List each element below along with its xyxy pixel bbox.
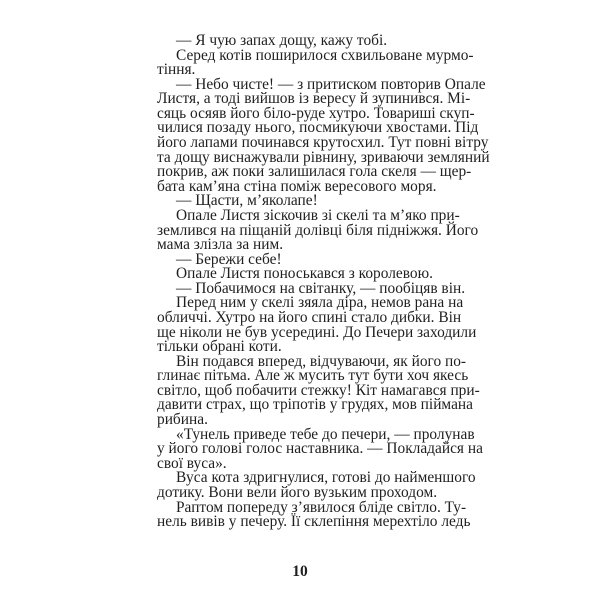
text-line: світло, щоб побачити стежку! Кіт намагався при- (157, 381, 480, 399)
page-body-text (157, 32, 490, 531)
text-line: у його голові голос наставника. — Покладайся на (157, 440, 483, 458)
text-line: нель вивів у печеру. Її склепіння мерехтіло ледь (157, 513, 471, 531)
text-line: Опале Листя поноськався з королевою. (176, 265, 433, 283)
text-line: Він подався вперед, відчуваючи, як його по- (176, 352, 467, 370)
text-line: його лапами починався крутосхил. Тут повні вітру (157, 134, 489, 152)
text-line: глинає пітьма. Але ж мусить тут бути хоч якесь (157, 367, 469, 385)
text-line: дотику. Вони вели його вузьким проходом. (157, 483, 438, 501)
page-number: 10 (292, 563, 308, 580)
text-line: сяць осяяв його біло-руде хутро. Товариші скуп- (157, 104, 475, 122)
text-line: — Небо чисте! — з притиском повторив Опале (176, 75, 486, 93)
text-line: та дощу виснажували рівнину, зриваючи земляний (157, 148, 490, 166)
text-line: давити страх, що тріпотів у грудях, мов піймана (157, 396, 473, 414)
text-line: — Щасти, м’яколапе! (176, 192, 318, 210)
text-line: — Бережи себе! (176, 250, 282, 268)
text-line: обличчі. Хутро на його спині стало дибки. Він (157, 308, 462, 326)
text-line: — Я чую запах дощу, кажу тобі. (176, 32, 388, 49)
text-line: ще ніколи не був усередині. До Печери заходили (157, 323, 477, 341)
text-line: покрив, аж поки залишилася гола скеля — щер- (157, 163, 472, 181)
text-line: свої вуса». (157, 454, 227, 472)
text-line: «Тунель приведе тебе до печери, — пролунав (176, 425, 475, 443)
text-line: бата кам’яна стіна поміж вересового моря. (157, 177, 437, 195)
text-line: Листя, а тоді вийшов із вересу й зупинився. Мі- (157, 90, 471, 108)
text-line: чилися позаду нього, посмикуючи хвостами. Під (157, 119, 479, 137)
text-line: Опале Листя зіскочив зі скелі та м’яко при- (176, 206, 460, 224)
text-line: тільки обрані коти. (157, 338, 282, 356)
text-line: Вуса кота здригнулися, готові до найменшого (176, 469, 476, 487)
text-line: — Побачимося на світанку, — пообіцяв він. (176, 279, 466, 297)
text-line: тіння. (157, 61, 196, 79)
text-line: Серед котів поширилося схвильоване мурмо- (176, 46, 474, 64)
text-line: рибина. (157, 411, 208, 429)
text-line: Перед ним у скелі зяяла діра, немов рана на (176, 294, 464, 312)
text-line: землився на піщаній долівці біля підніжжя. Його (157, 221, 479, 239)
text-line: Раптом попереду з’явилося бліде світло. Ту- (176, 498, 467, 516)
text-line: мама злізла за ним. (157, 236, 284, 254)
